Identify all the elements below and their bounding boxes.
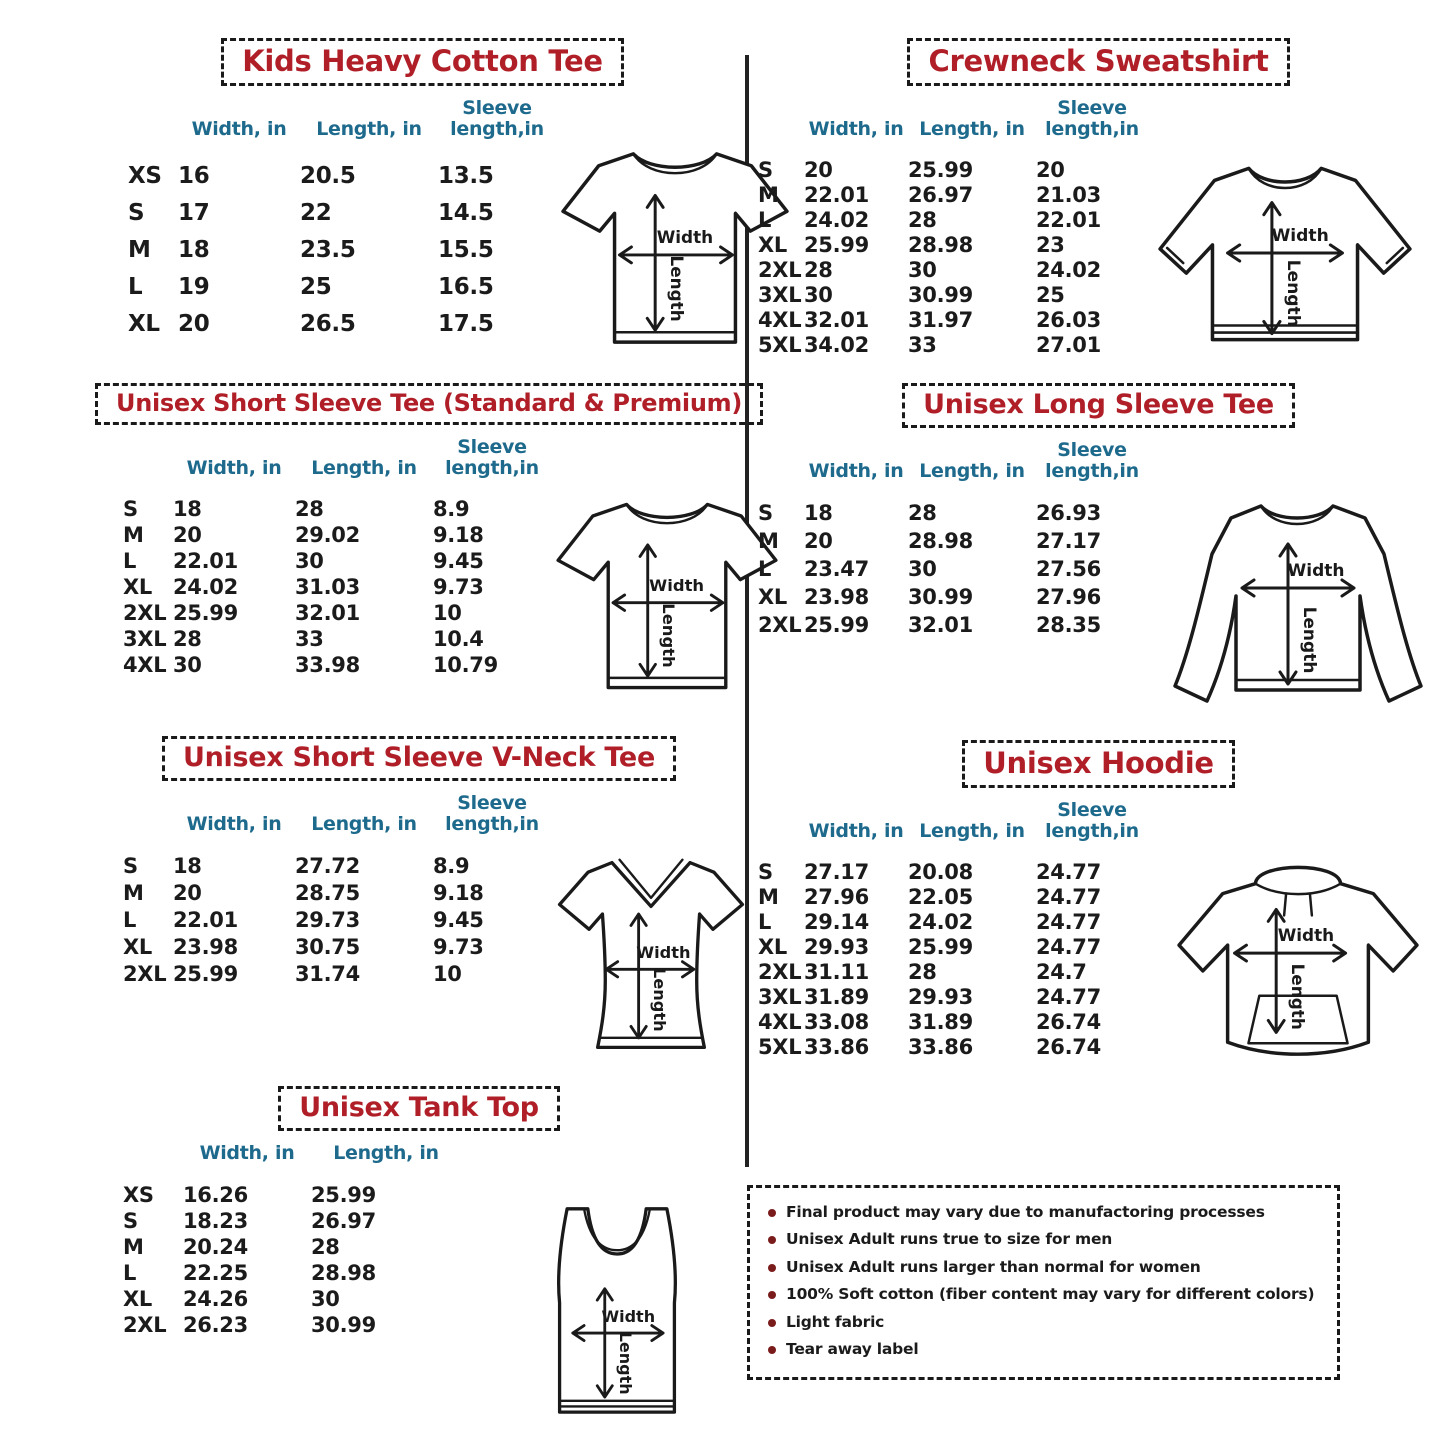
note-text: Tear away label <box>786 1339 919 1358</box>
value-cell: 31.74 <box>295 961 360 986</box>
width-label: Width <box>636 942 691 962</box>
value-cell: 30 <box>908 257 937 282</box>
size-cell: 2XL <box>758 613 802 638</box>
value-cell: 25.99 <box>173 601 238 626</box>
value-cell: 30.99 <box>311 1312 376 1337</box>
value-cell: 17.5 <box>438 310 494 337</box>
value-cell: 10 <box>433 961 462 986</box>
size-cell: 4XL <box>123 653 167 678</box>
value-cell: 10.79 <box>433 653 498 678</box>
sweatshirt-illustration <box>1149 150 1421 362</box>
size-cell: M <box>123 1234 144 1259</box>
value-cell: 27.56 <box>1036 557 1101 582</box>
note-item <box>764 1340 1323 1359</box>
value-cell: 28 <box>908 501 937 526</box>
size-cell: L <box>758 557 772 582</box>
size-cell: S <box>758 859 773 884</box>
size-cell: XS <box>128 162 162 189</box>
value-cell: 27.01 <box>1036 332 1101 357</box>
value-cell: 28.98 <box>311 1260 376 1285</box>
value-cell: 32.01 <box>804 307 869 332</box>
value-cell: 8.9 <box>433 497 470 522</box>
size-cell: XL <box>758 934 787 959</box>
value-cell: 30 <box>908 557 937 582</box>
column-header: Length, in <box>311 812 417 835</box>
column-header: Length, in <box>333 1142 439 1164</box>
value-cell: 28 <box>173 627 202 652</box>
size-cell: M <box>758 182 779 207</box>
size-cell: XL <box>123 575 152 600</box>
table-corner <box>123 478 173 496</box>
value-cell: 33.86 <box>804 1034 869 1059</box>
value-cell: 9.73 <box>433 575 484 600</box>
value-cell: 28 <box>908 207 937 232</box>
value-cell: 27.96 <box>1036 585 1101 610</box>
value-cell: 20 <box>804 157 833 182</box>
value-cell: 26.74 <box>1036 1009 1101 1034</box>
tank-top-size-table <box>123 1143 461 1338</box>
value-cell: 24.77 <box>1036 884 1101 909</box>
size-cell: 4XL <box>758 307 802 332</box>
value-cell: 9.73 <box>433 934 484 959</box>
value-cell: 26.74 <box>1036 1034 1101 1059</box>
size-cell: M <box>758 529 779 554</box>
value-cell: 23.47 <box>804 557 869 582</box>
column-header: Sleeve length,in <box>445 792 539 835</box>
value-cell: 31.89 <box>804 984 869 1009</box>
section-unisex-vneck-tee <box>95 736 743 1065</box>
value-cell: 25.99 <box>311 1182 376 1207</box>
note-text: Unisex Adult runs true to size for men <box>786 1230 1113 1249</box>
size-cell: M <box>123 880 144 905</box>
value-cell: 25.99 <box>173 961 238 986</box>
value-cell: 20 <box>1036 157 1065 182</box>
length-label: Length <box>1288 963 1309 1030</box>
product-notes-box <box>747 1185 1340 1380</box>
size-cell: XL <box>128 310 160 337</box>
value-cell: 28 <box>295 497 324 522</box>
value-cell: 28 <box>908 959 937 984</box>
length-label: Length <box>615 1331 635 1395</box>
column-header: Width, in <box>199 1142 295 1164</box>
column-header: Width, in <box>808 819 904 842</box>
section-title: Unisex Tank Top <box>278 1086 560 1131</box>
size-cell: M <box>128 236 151 263</box>
value-cell: 16.26 <box>183 1182 248 1207</box>
size-cell: L <box>123 549 137 574</box>
table-corner <box>128 139 178 157</box>
size-cell: 3XL <box>758 282 802 307</box>
size-cell: XS <box>123 1182 154 1207</box>
value-cell: 28 <box>804 257 833 282</box>
value-cell: 24.02 <box>173 575 238 600</box>
column-header: Sleeve length,in <box>1045 97 1139 140</box>
column-header: Sleeve length,in <box>445 436 539 479</box>
value-cell: 29.14 <box>804 909 869 934</box>
size-cell: 3XL <box>123 627 167 652</box>
size-cell: S <box>128 199 145 226</box>
width-label: Width <box>649 576 705 596</box>
value-cell: 23.5 <box>300 236 356 263</box>
size-cell: 2XL <box>123 961 167 986</box>
value-cell: 24.77 <box>1036 909 1101 934</box>
tank-top-illustration <box>537 1199 697 1421</box>
value-cell: 18.23 <box>183 1208 248 1233</box>
size-cell: M <box>123 523 144 548</box>
size-cell: 2XL <box>758 959 802 984</box>
section-unisex-short-sleeve-tee <box>95 383 743 701</box>
value-cell: 24.02 <box>908 909 973 934</box>
section-kids-heavy-cotton-tee <box>100 38 745 356</box>
value-cell: 33.86 <box>908 1034 973 1059</box>
value-cell: 9.45 <box>433 907 484 932</box>
section-unisex-long-sleeve-tee <box>756 383 1441 707</box>
value-cell: 10 <box>433 601 462 626</box>
value-cell: 16.5 <box>438 273 494 300</box>
value-cell: 31.11 <box>804 959 869 984</box>
hoodie-illustration <box>1159 848 1437 1076</box>
value-cell: 25 <box>300 273 332 300</box>
value-cell: 30 <box>804 282 833 307</box>
value-cell: 33.98 <box>295 653 360 678</box>
value-cell: 9.18 <box>433 880 484 905</box>
bullet-icon <box>768 1209 776 1217</box>
column-header: Width, in <box>808 459 904 482</box>
size-cell: XL <box>758 232 787 257</box>
value-cell: 28 <box>311 1234 340 1259</box>
value-cell: 33 <box>295 627 324 652</box>
value-cell: 25.99 <box>908 157 973 182</box>
value-cell: 24.02 <box>1036 257 1101 282</box>
value-cell: 18 <box>173 497 202 522</box>
value-cell: 28.98 <box>908 529 973 554</box>
length-label: Length <box>1299 606 1319 674</box>
value-cell: 30.99 <box>908 282 973 307</box>
value-cell: 23.98 <box>804 585 869 610</box>
value-cell: 24.26 <box>183 1286 248 1311</box>
value-cell: 34.02 <box>804 332 869 357</box>
value-cell: 25 <box>1036 282 1065 307</box>
value-cell: 23.98 <box>173 934 238 959</box>
value-cell: 20 <box>173 523 202 548</box>
length-label: Length <box>659 603 679 668</box>
value-cell: 29.73 <box>295 907 360 932</box>
value-cell: 27.17 <box>804 859 869 884</box>
column-header: Sleeve length,in <box>1045 799 1139 842</box>
value-cell: 13.5 <box>438 162 494 189</box>
size-cell: 4XL <box>758 1009 802 1034</box>
note-item <box>764 1258 1323 1277</box>
value-cell: 20 <box>178 310 210 337</box>
length-label: Length <box>1283 259 1304 327</box>
value-cell: 20.5 <box>300 162 356 189</box>
value-cell: 33.08 <box>804 1009 869 1034</box>
short-sleeve-size-table <box>123 437 551 678</box>
value-cell: 29.93 <box>908 984 973 1009</box>
size-cell: S <box>123 853 138 878</box>
value-cell: 26.97 <box>311 1208 376 1233</box>
long-sleeve-tee-illustration <box>1148 492 1445 707</box>
value-cell: 30.99 <box>908 585 973 610</box>
value-cell: 24.77 <box>1036 859 1101 884</box>
width-label: Width <box>1277 925 1335 946</box>
value-cell: 20 <box>173 880 202 905</box>
value-cell: 23 <box>1036 232 1065 257</box>
table-corner <box>758 481 804 499</box>
value-cell: 22.01 <box>1036 207 1101 232</box>
table-corner <box>758 139 804 157</box>
value-cell: 30 <box>173 653 202 678</box>
value-cell: 22.01 <box>804 182 869 207</box>
value-cell: 26.5 <box>300 310 356 337</box>
column-header: Width, in <box>191 117 287 140</box>
note-item <box>764 1313 1323 1332</box>
size-cell: S <box>758 501 773 526</box>
bullet-icon <box>768 1346 776 1354</box>
value-cell: 20.24 <box>183 1234 248 1259</box>
size-cell: L <box>128 273 143 300</box>
value-cell: 25.99 <box>804 613 869 638</box>
long-sleeve-size-table <box>758 440 1148 639</box>
size-cell: 2XL <box>758 257 802 282</box>
size-cell: S <box>123 1208 138 1233</box>
column-header: Sleeve length,in <box>1045 439 1139 482</box>
note-item <box>764 1230 1323 1249</box>
value-cell: 28.75 <box>295 880 360 905</box>
table-corner <box>758 841 804 859</box>
bullet-icon <box>768 1319 776 1327</box>
value-cell: 10.4 <box>433 627 484 652</box>
size-cell: XL <box>758 585 787 610</box>
hoodie-size-table <box>758 800 1148 1059</box>
value-cell: 9.45 <box>433 549 484 574</box>
width-label: Width <box>656 227 714 248</box>
width-label: Width <box>1287 561 1345 581</box>
column-header: Sleeve length,in <box>450 97 544 140</box>
section-title: Unisex Long Sleeve Tee <box>902 383 1295 428</box>
width-label: Width <box>1271 225 1329 246</box>
value-cell: 27.17 <box>1036 529 1101 554</box>
size-cell: L <box>123 907 137 932</box>
table-corner <box>123 1164 183 1182</box>
size-cell: XL <box>123 1286 152 1311</box>
value-cell: 24.77 <box>1036 934 1101 959</box>
value-cell: 28.98 <box>908 232 973 257</box>
section-title: Kids Heavy Cotton Tee <box>221 38 624 86</box>
size-cell: L <box>123 1260 137 1285</box>
value-cell: 24.7 <box>1036 959 1087 984</box>
value-cell: 20.08 <box>908 859 973 884</box>
value-cell: 20 <box>804 529 833 554</box>
bullet-icon <box>768 1291 776 1299</box>
bullet-icon <box>768 1264 776 1272</box>
value-cell: 16 <box>178 162 210 189</box>
section-title: Unisex Short Sleeve V-Neck Tee <box>162 736 676 781</box>
column-header: Length, in <box>311 456 417 479</box>
value-cell: 25.99 <box>908 934 973 959</box>
value-cell: 30.75 <box>295 934 360 959</box>
size-cell: 3XL <box>758 984 802 1009</box>
note-text: 100% Soft cotton (fiber content may vary for different colors) <box>786 1285 1315 1304</box>
value-cell: 22.01 <box>173 549 238 574</box>
value-cell: 30 <box>295 549 324 574</box>
note-text: Unisex Adult runs larger than normal for women <box>786 1257 1201 1276</box>
size-cell: 5XL <box>758 1034 802 1059</box>
size-cell: L <box>758 909 772 934</box>
value-cell: 31.03 <box>295 575 360 600</box>
note-item <box>764 1203 1323 1222</box>
value-cell: 19 <box>178 273 210 300</box>
value-cell: 25.99 <box>804 232 869 257</box>
value-cell: 24.77 <box>1036 984 1101 1009</box>
value-cell: 26.93 <box>1036 501 1101 526</box>
value-cell: 33 <box>908 332 937 357</box>
kids-tee-size-table <box>128 98 556 342</box>
section-unisex-tank-top <box>95 1086 743 1421</box>
size-cell: S <box>123 497 138 522</box>
section-title: Unisex Hoodie <box>962 740 1234 788</box>
vneck-size-table <box>123 793 551 987</box>
value-cell: 30 <box>311 1286 340 1311</box>
column-header: Width, in <box>186 812 282 835</box>
value-cell: 27.96 <box>804 884 869 909</box>
size-cell: L <box>758 207 772 232</box>
column-header: Length, in <box>919 819 1025 842</box>
crewneck-size-table <box>758 98 1148 357</box>
value-cell: 26.03 <box>1036 307 1101 332</box>
value-cell: 8.9 <box>433 853 470 878</box>
value-cell: 22 <box>300 199 332 226</box>
value-cell: 29.93 <box>804 934 869 959</box>
value-cell: 32.01 <box>295 601 360 626</box>
value-cell: 28.35 <box>1036 613 1101 638</box>
value-cell: 17 <box>178 199 210 226</box>
length-label: Length <box>667 255 688 322</box>
value-cell: 22.05 <box>908 884 973 909</box>
size-cell: 2XL <box>123 601 167 626</box>
value-cell: 26.23 <box>183 1312 248 1337</box>
note-item <box>764 1285 1323 1304</box>
note-text: Light fabric <box>786 1312 885 1331</box>
value-cell: 18 <box>804 501 833 526</box>
value-cell: 21.03 <box>1036 182 1101 207</box>
column-header: Length, in <box>919 459 1025 482</box>
size-cell: 5XL <box>758 332 802 357</box>
column-header: Length, in <box>316 117 422 140</box>
value-cell: 22.25 <box>183 1260 248 1285</box>
size-cell: XL <box>123 934 152 959</box>
value-cell: 29.02 <box>295 523 360 548</box>
vneck-tee-illustration <box>551 845 751 1065</box>
value-cell: 31.97 <box>908 307 973 332</box>
value-cell: 18 <box>178 236 210 263</box>
value-cell: 15.5 <box>438 236 494 263</box>
value-cell: 24.02 <box>804 207 869 232</box>
tshirt-illustration <box>551 489 783 701</box>
size-cell: S <box>758 157 773 182</box>
column-header: Length, in <box>919 117 1025 140</box>
section-title: Unisex Short Sleeve Tee (Standard & Premium) <box>95 383 763 425</box>
size-cell: 2XL <box>123 1312 167 1337</box>
size-cell: M <box>758 884 779 909</box>
bullet-icon <box>768 1236 776 1244</box>
value-cell: 9.18 <box>433 523 484 548</box>
column-header: Width, in <box>186 456 282 479</box>
section-crewneck-sweatshirt <box>756 38 1441 362</box>
value-cell: 32.01 <box>908 613 973 638</box>
value-cell: 31.89 <box>908 1009 973 1034</box>
value-cell: 18 <box>173 853 202 878</box>
table-corner <box>123 834 173 852</box>
section-unisex-hoodie <box>756 740 1441 1076</box>
value-cell: 22.01 <box>173 907 238 932</box>
value-cell: 14.5 <box>438 199 494 226</box>
length-label: Length <box>649 967 669 1032</box>
column-header: Width, in <box>808 117 904 140</box>
note-text: Final product may vary due to manufactoring processes <box>786 1203 1265 1221</box>
value-cell: 27.72 <box>295 853 360 878</box>
width-label: Width <box>601 1306 656 1326</box>
section-title: Crewneck Sweatshirt <box>907 38 1289 86</box>
value-cell: 26.97 <box>908 182 973 207</box>
